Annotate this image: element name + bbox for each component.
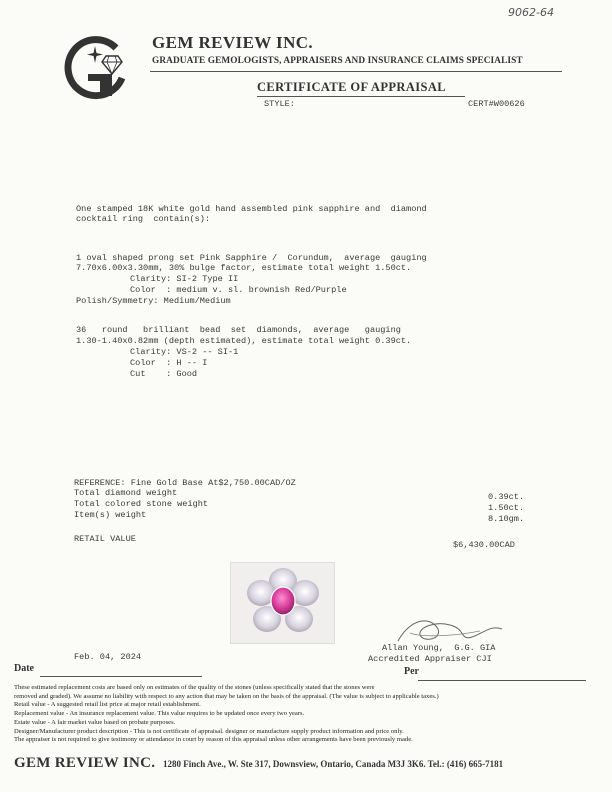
retail-value-amount: $6,430.00CAD: [453, 540, 515, 550]
sapphire-polish-symmetry: Polish/Symmetry: Medium/Medium: [76, 296, 231, 306]
title-underline: [257, 96, 465, 97]
summary-label-diamond-weight: Total diamond weight: [74, 488, 178, 498]
diamonds-clarity: Clarity: VS-2 -- SI-1: [130, 347, 239, 357]
legal-line: removed and graded). We assume no liability with respect to any action that may be taken on the basis of the appraisal. (The value is subject to applicable taxes.): [14, 692, 439, 700]
summary-label-item-weight: Item(s) weight: [74, 510, 147, 520]
gem-review-logo: [62, 34, 132, 104]
ring-flower-image: [231, 563, 334, 643]
appraiser-name: Allan Young, G.G. GIA: [382, 643, 496, 653]
date-line: [40, 676, 202, 677]
diamonds-color: Color : H -- I: [130, 358, 208, 368]
description-intro-line2: cocktail ring contain(s):: [76, 214, 211, 224]
company-subtitle: GRADUATE GEMOLOGISTS, APPRAISERS AND INSURANCE CLAIMS SPECIALIST: [152, 56, 523, 66]
summary-value-colored-weight: 1.50ct.: [488, 503, 525, 513]
style-label: STYLE:: [264, 99, 295, 109]
company-name: GEM REVIEW INC.: [152, 33, 314, 52]
description-intro-line1: One stamped 18K white gold hand assembled pink sapphire and diamond: [76, 204, 427, 214]
sapphire-clarity: Clarity: SI-2 Type II: [130, 274, 239, 284]
appraiser-title: Accredited Appraiser CJI: [368, 654, 492, 664]
diamonds-cut: Cut : Good: [130, 369, 198, 379]
diamonds-line1: 36 round brilliant bead set diamonds, average gauging: [76, 325, 401, 335]
legal-line: Designer/Manufacturer product description - This is not certificate of appraisal. designer or manufacture supply product information and price only.: [14, 727, 404, 735]
date-value: Feb. 04, 2024: [74, 652, 142, 662]
cert-number: CERT#W00626: [468, 99, 525, 109]
handwritten-file-number: 9062-64: [508, 6, 554, 19]
sapphire-line2: 7.70x6.00x3.30mm, 30% bulge factor, estimate total weight 1.50ct.: [76, 263, 412, 273]
sapphire-color: Color : medium v. sl. brownish Red/Purple: [130, 285, 347, 295]
footer-company-name: GEM REVIEW INC.: [14, 755, 156, 771]
date-label: Date: [14, 663, 34, 674]
legal-line: Estate value - A fair market value based on probate purposes.: [14, 718, 176, 726]
legal-line: The appraiser is not required to give testimony or attendance in court by reason of this appraisal unless other arrangements have been previously made.: [14, 736, 413, 744]
legal-line: These estimated replacement costs are based only on estimates of the quality of the stones (unless specifically stated that the stones were: [14, 684, 375, 691]
diamonds-line2: 1.30-1.40x0.82mm (depth estimated), estimate total weight 0.39ct.: [76, 336, 412, 346]
sapphire-line1: 1 oval shaped prong set Pink Sapphire / Corundum, average gauging: [76, 253, 427, 263]
legal-line: Retail value - A suggested retail list price at major retail establishment.: [14, 701, 201, 709]
footer-legal-text: [14, 684, 604, 745]
header-divider: [150, 71, 562, 72]
per-signature-line: [418, 680, 586, 681]
footer-address: 1280 Finch Ave., W. Ste 317, Downsview, Ontario, Canada M3J 3K6. Tel.: (416) 665-7181: [163, 759, 504, 769]
certificate-title: CERTIFICATE OF APPRAISAL: [257, 80, 447, 94]
retail-value-label: RETAIL VALUE: [74, 534, 136, 544]
legal-line: Replacement value - An insurance replacement value. This value requires to be updated once every two years.: [14, 710, 305, 718]
ring-photo: [230, 562, 335, 644]
summary-label-colored-weight: Total colored stone weight: [74, 499, 209, 509]
summary-value-diamond-weight: 0.39ct.: [488, 492, 525, 502]
summary-value-item-weight: 8.10gm.: [488, 514, 525, 524]
reference-line: REFERENCE: Fine Gold Base At$2,750.00CAD/OZ: [74, 478, 296, 488]
per-label: Per: [404, 666, 419, 677]
